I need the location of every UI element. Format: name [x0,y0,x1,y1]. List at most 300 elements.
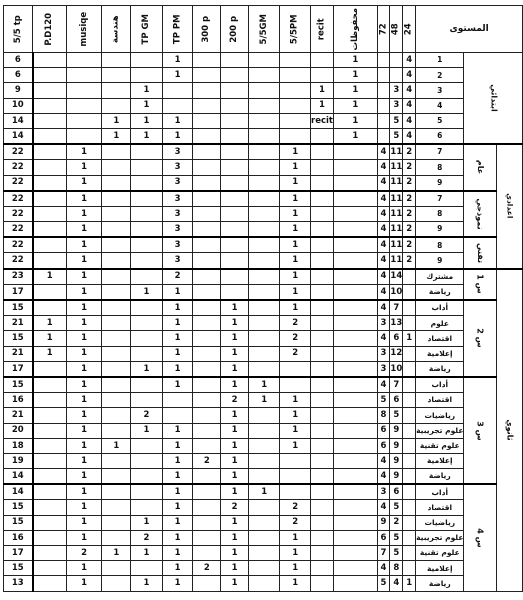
table-cell: 4 [403,128,416,144]
table-cell [249,175,280,191]
table-cell [311,316,334,331]
table-cell: 4 [377,253,390,269]
table-cell: 3 [162,160,193,175]
table-cell [193,191,221,207]
table-cell [249,331,280,346]
table-cell [403,438,416,453]
table-cell: 6 [377,423,390,438]
table-cell: 11 [390,222,403,238]
table-cell [102,408,131,423]
table-cell [249,128,280,144]
table-cell: 15 [4,331,33,346]
table-cell [193,83,221,98]
table-row [4,53,523,68]
table-cell: 9 [390,469,403,485]
table-cell: 2 [403,222,416,238]
table-cell: 19 [4,453,33,468]
table-cell [333,576,377,591]
table-cell [221,284,249,300]
table-row [4,128,523,144]
table-cell [102,331,131,346]
table-cell [311,253,334,269]
table-cell [33,438,67,453]
timetable-sheet [3,5,523,592]
table-cell [221,237,249,253]
table-cell [249,546,280,561]
row-label-cell: 7 [416,191,464,207]
table-cell [33,98,67,113]
table-cell: 1 [162,331,193,346]
table-cell: 1 [66,500,102,515]
group-label [496,144,522,269]
table-cell: 1 [162,500,193,515]
table-cell [66,83,102,98]
table-cell: 2 [66,546,102,561]
table-cell [221,98,249,113]
table-cell [221,128,249,144]
row-label-cell: 9 [416,175,464,191]
table-cell [249,500,280,515]
table-cell [311,237,334,253]
table-cell [193,530,221,545]
table-cell [102,237,131,253]
table-cell: 17 [4,361,33,377]
table-cell: 2 [403,191,416,207]
table-cell [33,500,67,515]
table-cell [33,576,67,591]
table-cell: 1 [280,253,311,269]
table-cell [403,346,416,361]
table-cell [311,284,334,300]
table-cell: 1 [66,484,102,500]
table-cell [131,253,162,269]
table-cell: 6 [377,438,390,453]
table-cell: 1 [280,408,311,423]
table-cell: 1 [131,361,162,377]
table-cell [33,546,67,561]
table-cell [193,253,221,269]
row-label-cell: 1 [416,53,464,68]
table-cell [311,68,334,83]
table-cell [403,561,416,576]
table-cell: 4 [403,98,416,113]
table-cell [102,284,131,300]
table-cell [131,377,162,393]
table-cell [131,144,162,160]
table-cell: 1 [162,361,193,377]
table-cell: 1 [249,484,280,500]
table-cell: 11 [390,191,403,207]
table-cell [221,113,249,128]
table-cell: 2 [193,561,221,576]
table-cell: 10 [4,98,33,113]
table-cell: 1 [66,253,102,269]
row-label-cell: علوم [416,316,464,331]
table-cell [403,300,416,316]
table-cell [311,191,334,207]
table-cell: 1 [333,128,377,144]
table-cell: 1 [66,377,102,393]
table-cell: 2 [403,237,416,253]
table-cell: 11 [390,160,403,175]
header-row [4,6,523,53]
table-cell: 14 [4,484,33,500]
table-cell: 1 [280,237,311,253]
table-cell [221,68,249,83]
column-header-label: TP GM [141,13,152,45]
table-cell [131,500,162,515]
table-cell: 1 [311,98,334,113]
table-cell [193,222,221,238]
table-cell: 4 [377,453,390,468]
table-cell [193,206,221,221]
table-cell [249,113,280,128]
table-cell: 1 [33,346,67,361]
table-cell [193,113,221,128]
table-cell [66,68,102,83]
table-cell: 16 [4,530,33,545]
table-row [4,160,523,175]
table-cell [102,206,131,221]
table-cell: 14 [390,269,403,285]
row-label-cell: 8 [416,160,464,175]
table-cell [221,191,249,207]
table-cell: 4 [377,160,390,175]
table-cell [102,83,131,98]
table-cell [377,128,390,144]
table-cell: 22 [4,191,33,207]
column-header-label: 5/5GM [258,13,269,45]
table-row [4,484,523,500]
table-cell: 1 [162,530,193,545]
row-label-cell: مشترك [416,269,464,285]
table-cell: 1 [66,316,102,331]
table-cell: 11 [390,144,403,160]
table-cell: 4 [403,83,416,98]
column-header-label: TP PM [172,14,183,44]
table-cell [193,423,221,438]
table-cell [333,346,377,361]
table-cell: 1 [221,576,249,591]
group-label [464,269,496,300]
table-cell: 1 [66,160,102,175]
table-cell [280,83,311,98]
column-header [280,6,311,53]
table-cell: 1 [221,346,249,361]
table-cell: 9 [377,515,390,530]
table-cell [333,423,377,438]
table-row [4,515,523,530]
table-cell: 6 [4,53,33,68]
table-row [4,453,523,468]
table-cell [249,206,280,221]
table-cell: 1 [66,331,102,346]
table-cell [311,361,334,377]
table-cell: 3 [162,175,193,191]
table-cell: 6 [390,484,403,500]
table-cell [249,423,280,438]
table-cell: 1 [221,408,249,423]
table-cell: 1 [66,346,102,361]
table-cell [249,530,280,545]
table-cell [102,269,131,285]
table-cell: 1 [221,469,249,485]
row-label-cell: 8 [416,237,464,253]
table-cell [102,175,131,191]
table-row [4,561,523,576]
table-cell: 2 [403,175,416,191]
table-cell [131,453,162,468]
table-cell: 1 [162,515,193,530]
table-cell: 1 [33,316,67,331]
table-cell [311,160,334,175]
table-cell: 18 [4,438,33,453]
table-cell [311,484,334,500]
table-row [4,113,523,128]
group-label [464,191,496,238]
column-header [333,6,377,53]
table-row [4,237,523,253]
table-cell [162,83,193,98]
table-cell: 6 [390,393,403,408]
table-cell: 4 [377,237,390,253]
table-cell: 1 [66,453,102,468]
table-cell [333,361,377,377]
table-cell: 1 [131,515,162,530]
column-header [377,6,390,53]
table-cell: 4 [403,53,416,68]
table-cell [131,346,162,361]
table-cell [333,331,377,346]
table-cell [333,237,377,253]
table-cell: 7 [390,377,403,393]
table-cell: 1 [102,128,131,144]
table-cell: 4 [377,561,390,576]
table-cell [403,361,416,377]
table-cell [249,576,280,591]
table-cell [102,68,131,83]
table-cell: 3 [162,237,193,253]
table-cell: 1 [162,453,193,468]
table-cell [403,408,416,423]
table-cell: 2 [280,316,311,331]
table-cell: 1 [221,331,249,346]
table-cell: 4 [377,175,390,191]
table-cell: 1 [162,546,193,561]
group-label-text: ثانوي [505,419,515,441]
table-cell: 8 [390,561,403,576]
table-cell [311,393,334,408]
table-cell [249,269,280,285]
column-header-label: هندسة [111,15,122,43]
table-cell: 4 [377,269,390,285]
table-cell: 1 [280,144,311,160]
table-cell: 1 [221,361,249,377]
table-cell: 1 [66,393,102,408]
table-cell: 3 [377,484,390,500]
table-cell [221,175,249,191]
table-cell: 1 [162,53,193,68]
row-label-cell: رياضة [416,576,464,591]
table-cell: 2 [390,515,403,530]
table-cell [377,98,390,113]
table-cell: 15 [4,500,33,515]
table-cell [221,206,249,221]
table-cell [249,438,280,453]
table-cell [403,546,416,561]
table-cell: 1 [66,469,102,485]
table-cell: 21 [4,316,33,331]
table-row [4,316,523,331]
table-cell [249,83,280,98]
table-cell [280,53,311,68]
table-cell [193,316,221,331]
table-cell [249,408,280,423]
table-cell [33,128,67,144]
table-cell [102,423,131,438]
table-cell [102,453,131,468]
table-cell: 1 [280,561,311,576]
table-cell: 1 [280,160,311,175]
table-cell [33,222,67,238]
table-cell [193,377,221,393]
table-cell: 5 [390,500,403,515]
table-cell [311,561,334,576]
table-cell: 3 [162,206,193,221]
column-header-label: P.D120 [44,12,55,46]
table-cell [131,331,162,346]
table-cell [333,300,377,316]
table-cell [102,377,131,393]
row-label-cell: اقتصاد [416,331,464,346]
table-cell: 3 [390,83,403,98]
column-header-label: 200 p [229,15,240,43]
table-cell: 1 [162,438,193,453]
table-cell [311,469,334,485]
table-cell [193,68,221,83]
table-cell [131,237,162,253]
group-label-text: س 2 [476,328,486,349]
table-cell: 5 [390,530,403,545]
column-header [102,6,131,53]
table-cell: 10 [390,284,403,300]
table-cell: 1 [66,284,102,300]
table-cell: 4 [377,206,390,221]
table-cell [193,469,221,485]
table-cell: 3 [162,191,193,207]
table-cell: 1 [280,300,311,316]
table-cell [102,222,131,238]
table-cell: 1 [162,561,193,576]
table-cell [193,331,221,346]
table-cell [333,144,377,160]
column-header-label: 24 [403,23,414,35]
table-cell: 4 [377,222,390,238]
table-row [4,269,523,285]
table-cell [33,408,67,423]
table-cell [280,98,311,113]
table-cell [131,316,162,331]
group-label-text: ابتدائي [489,84,499,112]
table-cell [403,484,416,500]
hours-table [3,5,523,592]
table-cell [221,144,249,160]
level-header: المستوى [416,6,523,53]
table-cell: 1 [162,113,193,128]
group-label-text: اعدادي [505,193,515,219]
table-cell [333,484,377,500]
table-cell: 1 [280,191,311,207]
table-row [4,377,523,393]
table-cell: 3 [162,253,193,269]
group-label-text: عام [476,160,486,175]
table-cell [221,253,249,269]
table-cell [249,53,280,68]
table-cell [33,423,67,438]
table-cell: 1 [333,53,377,68]
table-cell [102,469,131,485]
table-cell [33,393,67,408]
table-cell: 2 [193,453,221,468]
table-cell [403,284,416,300]
table-cell: 9 [4,83,33,98]
table-cell [333,453,377,468]
table-cell [33,377,67,393]
table-cell: 3 [377,346,390,361]
table-cell [403,377,416,393]
table-cell: 1 [221,453,249,468]
table-cell: 20 [4,423,33,438]
table-cell: 15 [4,377,33,393]
table-cell [311,300,334,316]
table-cell [33,284,67,300]
table-cell: 5 [390,128,403,144]
table-cell [193,237,221,253]
table-cell [193,361,221,377]
table-cell [311,206,334,221]
table-cell: 2 [221,393,249,408]
table-cell: 2 [403,144,416,160]
table-cell: 1 [221,423,249,438]
table-cell [102,316,131,331]
table-cell [249,144,280,160]
table-cell: 1 [221,438,249,453]
table-cell: 21 [4,408,33,423]
table-cell: 1 [131,113,162,128]
table-cell: 5 [377,393,390,408]
table-cell: 2 [131,530,162,545]
table-cell: 4 [377,284,390,300]
table-cell [221,222,249,238]
table-cell [333,269,377,285]
table-cell: 1 [66,361,102,377]
table-cell [33,361,67,377]
table-cell: 5 [377,576,390,591]
table-cell [311,453,334,468]
table-cell: 1 [221,316,249,331]
row-label-cell: أداب [416,377,464,393]
table-cell: 4 [377,377,390,393]
table-cell [131,222,162,238]
table-cell: 9 [390,453,403,468]
table-cell [311,546,334,561]
table-cell: 1 [221,484,249,500]
table-cell [102,191,131,207]
table-cell [377,113,390,128]
table-cell [403,269,416,285]
table-row [4,206,523,221]
table-cell [33,206,67,221]
